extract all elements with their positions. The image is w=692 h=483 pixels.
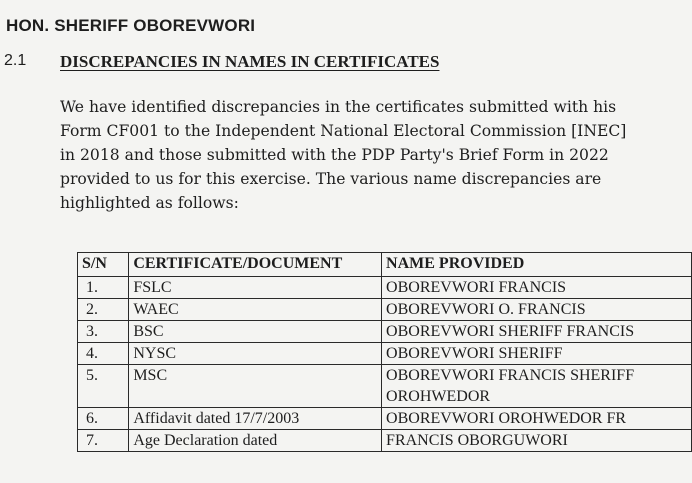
section-title: DISCREPANCIES IN NAMES IN CERTIFICATES [60,52,440,71]
cell-name: FRANCIS OBORGUWORI [382,430,692,452]
header-name: NAME PROVIDED [382,253,692,277]
name-discrepancies-table [77,252,692,452]
table-row [78,277,692,299]
table-row [78,365,692,408]
header-document: CERTIFICATE/DOCUMENT [129,253,382,277]
cell-name-line: OBOREVWORI FRANCIS SHERIFF [386,367,635,384]
header-sn: S/N [78,253,129,277]
table-row [78,343,692,365]
cell-document: FSLC [129,277,382,299]
cell-name [382,365,692,408]
cell-document: NYSC [129,343,382,365]
cell-sn: 5. [78,365,129,408]
document-heading: HON. SHERIFF OBOREVWORI [6,16,256,35]
table-row [78,430,692,452]
cell-sn: 2. [78,299,129,321]
paragraph-line: We have identified discrepancies in the certificates submitted with his [60,98,617,116]
cell-document: MSC [129,365,382,408]
paragraph-line: Form CF001 to the Independent National Electoral Commission [INEC] [60,122,627,140]
table-row [78,321,692,343]
intro-paragraph [60,95,692,215]
cell-name-line: OROHWEDOR [386,388,491,405]
cell-document: Age Declaration dated [129,430,382,452]
cell-name: OBOREVWORI SHERIFF [382,343,692,365]
cell-document: BSC [129,321,382,343]
cell-sn: 4. [78,343,129,365]
cell-document: WAEC [129,299,382,321]
paragraph-line: highlighted as follows: [60,194,239,212]
cell-sn: 3. [78,321,129,343]
paragraph-line: in 2018 and those submitted with the PDP Party's Brief Form in 2022 [60,146,609,164]
cell-name: OBOREVWORI OROHWEDOR FR [382,408,692,430]
cell-name: OBOREVWORI SHERIFF FRANCIS [382,321,692,343]
table-row [78,408,692,430]
cell-sn: 6. [78,408,129,430]
cell-document: Affidavit dated 17/7/2003 [129,408,382,430]
paragraph-line: provided to us for this exercise. The various name discrepancies are [60,170,602,188]
table-header-row [78,253,692,277]
table-row [78,299,692,321]
section-number: 2.1 [4,52,27,69]
cell-name: OBOREVWORI O. FRANCIS [382,299,692,321]
cell-sn: 7. [78,430,129,452]
cell-sn: 1. [78,277,129,299]
cell-name: OBOREVWORI FRANCIS [382,277,692,299]
